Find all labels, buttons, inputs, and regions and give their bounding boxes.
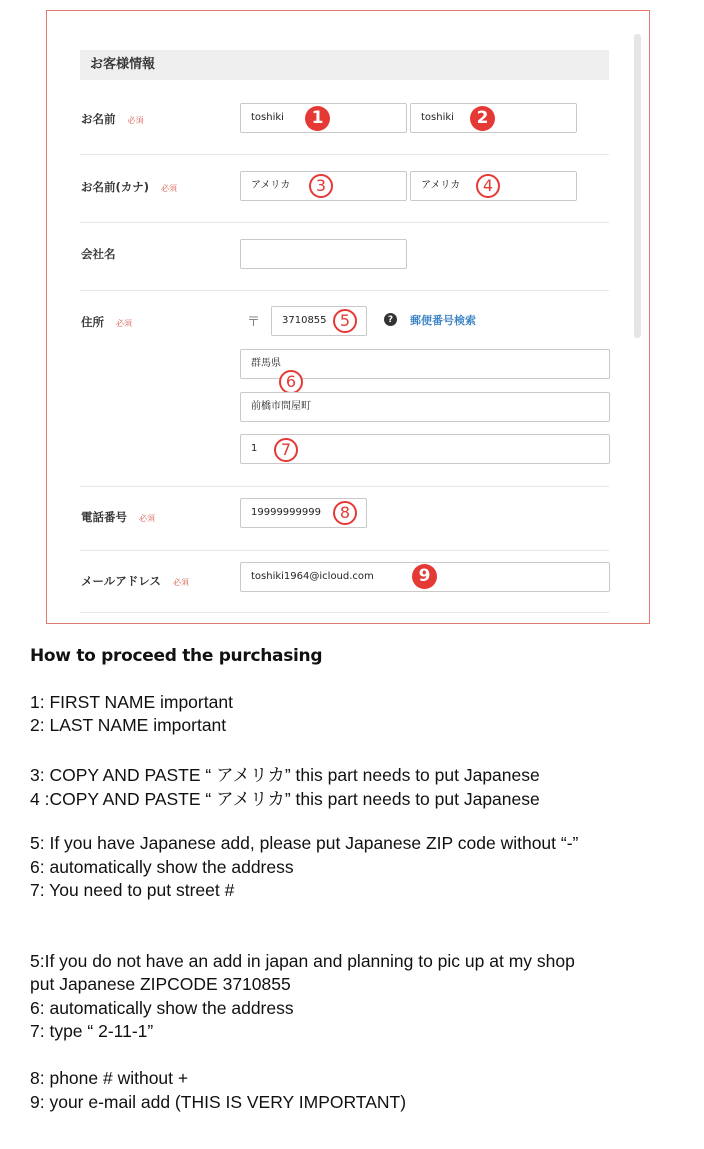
divider	[80, 550, 609, 551]
instruction-line: 9: your e-mail add (THIS IS VERY IMPORTANT)	[30, 1092, 407, 1112]
marker-6: 6	[279, 370, 303, 394]
marker-7: 7	[274, 438, 298, 462]
name-label-text: お名前	[81, 112, 116, 126]
divider	[80, 486, 609, 487]
instruction-line: 3: COPY AND PASTE “ アメリカ” this part needs to put Japanese	[30, 765, 540, 785]
divider	[80, 612, 609, 613]
marker-3: 3	[309, 174, 333, 198]
instructions-title: How to proceed the purchasing	[30, 646, 323, 666]
section-title: お客様情報	[80, 50, 609, 80]
address-label-text: 住所	[81, 315, 104, 329]
instruction-line: 5:If you do not have an add in japan and planning to pic up at my shop	[30, 951, 575, 971]
phone-label	[81, 509, 155, 525]
street-input[interactable]: 1	[240, 434, 610, 464]
instruction-line: 4 :COPY AND PASTE “ アメリカ” this part needs to put Japanese	[30, 789, 540, 809]
kana-last-input[interactable]: アメリカ	[410, 171, 577, 201]
required-badge: 必須	[161, 184, 178, 193]
company-input[interactable]	[240, 239, 407, 269]
phone-input[interactable]: 19999999999	[240, 498, 367, 528]
required-badge: 必須	[172, 578, 189, 587]
instruction-line: 7: You need to put street #	[30, 880, 235, 900]
divider	[80, 222, 609, 223]
instruction-line: 6: automatically show the address	[30, 998, 294, 1018]
email-input[interactable]: toshiki1964@icloud.com	[240, 562, 610, 592]
divider	[80, 290, 609, 291]
instruction-line: 8: phone # without +	[30, 1068, 189, 1088]
marker-2: 2	[470, 106, 495, 131]
last-name-input[interactable]: toshiki	[410, 103, 577, 133]
kana-label	[81, 179, 177, 195]
question-circle-icon[interactable]: ?	[384, 313, 397, 326]
scrollbar[interactable]	[634, 34, 641, 338]
instruction-line: 6: automatically show the address	[30, 857, 294, 877]
marker-8: 8	[333, 501, 357, 525]
marker-5: 5	[333, 309, 357, 333]
required-badge: 必須	[139, 514, 155, 523]
instruction-line: 2: LAST NAME important	[30, 715, 227, 735]
address-label	[81, 314, 132, 330]
required-badge: 必須	[127, 116, 144, 125]
marker-4: 4	[476, 174, 500, 198]
company-label: 会社名	[81, 247, 116, 261]
email-label-text: メールアドレス	[81, 574, 161, 588]
kana-first-input[interactable]: アメリカ	[240, 171, 407, 201]
name-label	[81, 111, 144, 127]
marker-1: 1	[305, 106, 330, 131]
prefecture-input[interactable]: 群馬県	[240, 349, 610, 379]
postal-search-link[interactable]: 郵便番号検索	[410, 314, 476, 327]
instruction-line: put Japanese ZIPCODE 3710855	[30, 974, 291, 994]
phone-label-text: 電話番号	[81, 510, 127, 524]
divider	[80, 154, 609, 155]
city-input[interactable]: 前橋市問屋町	[240, 392, 610, 422]
instruction-line: 5: If you have Japanese add, please put Japanese ZIP code without “-”	[30, 833, 579, 853]
required-badge: 必須	[116, 319, 132, 328]
first-name-input[interactable]: toshiki	[240, 103, 407, 133]
marker-9: 9	[412, 564, 437, 589]
email-label	[81, 573, 189, 589]
postal-symbol: 〒	[247, 315, 261, 330]
kana-label-text: お名前(カナ)	[81, 180, 150, 194]
instruction-line: 1: FIRST NAME important	[30, 692, 233, 712]
instruction-line: 7: type “ 2-11-1”	[30, 1021, 154, 1041]
postal-code-input[interactable]: 3710855	[271, 306, 367, 336]
